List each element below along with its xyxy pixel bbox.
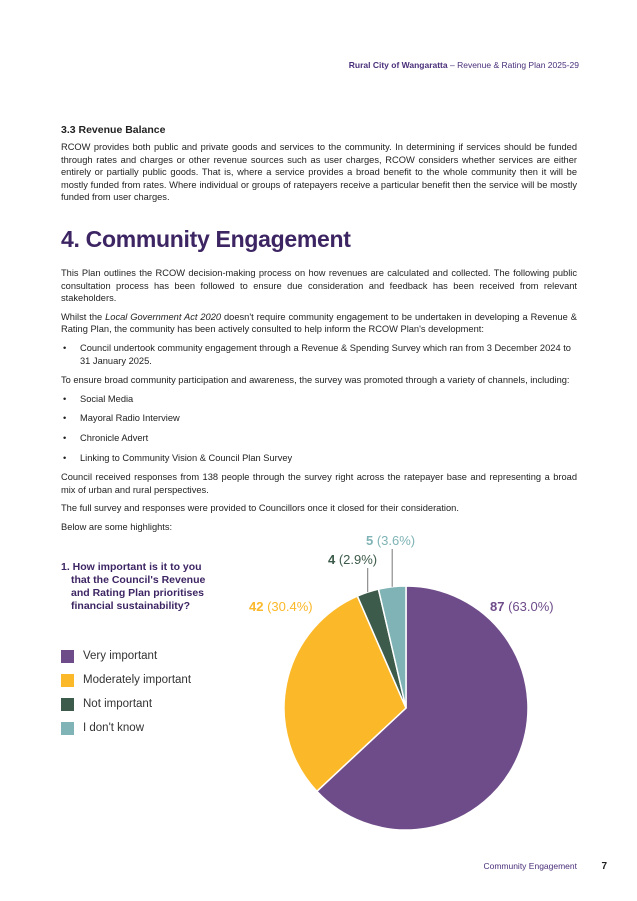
section-4-p1: This Plan outlines the RCOW decision-making process on how revenues are calculated and collected. The following public consultation process has been followed to ensure due consideration and feedback has been received from relevant stakeholders. [61, 267, 577, 304]
section-4-p4: Council received responses from 138 people through the survey right across the ratepayer base and representing a broad mix of urban and rural perspectives. [61, 472, 577, 495]
pie-chart [248, 530, 578, 840]
section-4-p3: To ensure broad community participation and awareness, the survey was promoted through a variety of channels, including: [61, 375, 570, 386]
legend-item-dont-know [61, 720, 191, 736]
legend-label: Moderately important [83, 674, 192, 686]
data-label: 87 (63.0%) [490, 599, 554, 614]
data-label: 4 (2.9%) [328, 552, 378, 567]
legend-item-moderately-important [61, 672, 191, 688]
section-3-3-heading: 3.3 Revenue Balance [61, 124, 166, 136]
channels-list [61, 393, 577, 464]
list-item: • Mayoral Radio Interview [61, 412, 577, 425]
section-4-heading: 4. Community Engagement [61, 225, 351, 252]
section-4-p6: Below are some highlights: [61, 521, 173, 532]
question-line: financial sustainability? [71, 600, 191, 612]
legend-swatch [61, 650, 74, 663]
act-title: Local Government Act 2020 [105, 311, 222, 322]
legend-swatch [61, 722, 74, 735]
engagement-list [61, 342, 577, 367]
page-header [349, 60, 579, 70]
section-4-p2 [61, 311, 577, 336]
list-item: • Council undertook community engagement through a Revenue & Spending Survey which ran from 3 December 2024 to 31 January 2025. [61, 342, 577, 367]
chart-question [61, 561, 241, 613]
list-item: • Chronicle Advert [61, 432, 577, 445]
p2-pre: Whilst the [61, 311, 106, 322]
chart-legend [61, 648, 191, 744]
legend-swatch [61, 698, 74, 711]
data-label: 42 (30.4%) [249, 599, 313, 614]
question-line: that the Council's Revenue [71, 574, 206, 586]
page-number: 7 [601, 861, 607, 872]
section-4-p5: The full survey and responses were provided to Councillors once it closed for their consideration. [61, 503, 459, 514]
main-content [61, 124, 577, 539]
pie-chart-container [248, 530, 578, 840]
p2-post: doesn't require community engagement to be undertaken in developing a Revenue & Rating Plan, the community has been actively consulted to help inform the RCOW Plan's development: [61, 311, 577, 335]
question-line: and Rating Plan prioritises [71, 587, 205, 599]
header-org: Rural City of Wangaratta [348, 60, 448, 70]
legend-label: I don't know [83, 722, 145, 734]
list-item: • Social Media [61, 393, 577, 406]
legend-item-not-important [61, 696, 191, 712]
footer-section: Community Engagement [483, 861, 577, 871]
legend-label: Very important [83, 650, 158, 662]
legend-swatch [61, 674, 74, 687]
header-doc: – Revenue & Rating Plan 2025-29 [447, 60, 579, 70]
data-label: 5 (3.6%) [366, 533, 416, 548]
legend-item-very-important [61, 648, 191, 664]
list-item: • Linking to Community Vision & Council Plan Survey [61, 452, 577, 465]
section-3-3-paragraph: RCOW provides both public and private goods and services to the community. In determining if services should be funded through rates and charges or other revenue sources such as user charges, RCOW considers whether services are either entirely or partially public goods. That is, where a service provides a broad benefit to the whole community then it will be mostly funded from rates. Where individual or groups of ratepayers receive a particular benefit then the service will be mostly funded from user charges. [61, 142, 577, 203]
question-line: 1. How important is it to you [61, 561, 202, 573]
legend-label: Not important [83, 698, 153, 710]
